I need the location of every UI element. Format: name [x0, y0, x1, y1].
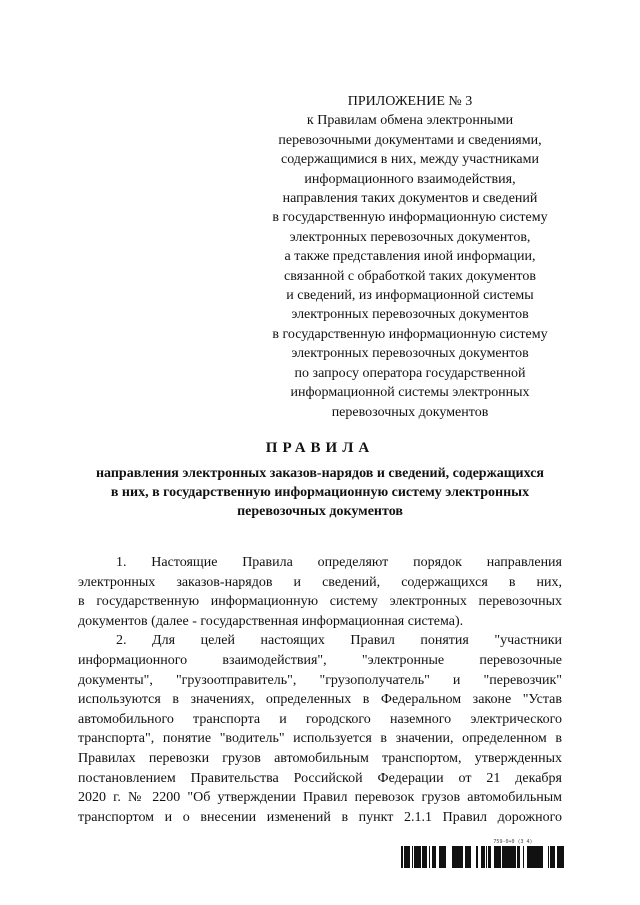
paragraph-2-line: 2. Для целей настоящих Правил понятия "участники [116, 633, 562, 649]
appendix-line: к Правилам обмена электронными [306, 113, 514, 129]
subtitle-line: в них, в государственную информационную систему электронных [110, 485, 530, 500]
appendix-line: электронных перевозочных документов, [289, 229, 531, 245]
appendix-line: и сведений, из информационной системы [286, 288, 534, 304]
appendix-line: информационного взаимодействия, [304, 171, 516, 187]
paragraph-1-line: документов (далее - государственная информационная система). [78, 613, 464, 629]
rules-subtitle [60, 464, 580, 521]
paragraph-1-line: в государственную информационную систему электронных перевозочных [78, 594, 562, 610]
appendix-line: электронных перевозочных документов [291, 346, 529, 362]
body-text [78, 553, 562, 827]
appendix-block [250, 92, 570, 422]
paragraph-2-line: Правилах перевозки грузов автомобильным транспортом, утвержденных [78, 750, 562, 766]
paragraph-2-line: документы", "грузоотправитель", "грузополучатель" и "перевозчик" [78, 672, 562, 688]
appendix-heading: ПРИЛОЖЕНИЕ № 3 [347, 94, 473, 109]
appendix-line: перевозочных документов [331, 404, 489, 420]
paragraph-2-line: постановлением Правительства Российской Федерации от 21 декабря [78, 770, 562, 786]
paragraph-1-line: электронных заказов-нарядов и сведений, содержащихся в них, [78, 574, 562, 590]
appendix-line: а также представления иной информации, [284, 249, 536, 265]
appendix-line: направления таких документов и сведений [282, 191, 538, 207]
paragraph-2-line: информационного взаимодействия", "электронные перевозочные [78, 652, 562, 668]
barcode [400, 846, 564, 868]
paragraph-1-line: 1. Настоящие Правила определяют порядок направления [116, 555, 562, 570]
appendix-line: связанной с обработкой таких документов [284, 268, 536, 284]
appendix-line: электронных перевозочных документов [291, 307, 529, 323]
appendix-line: в государственную информационную систему [272, 210, 548, 226]
paragraph-2-line: автомобильного транспорта и городского наземного электрического [78, 711, 562, 727]
paragraph-2-line: транспортом и о внесении изменений в пункт 2.1.1 Правил дорожного [78, 809, 562, 825]
paragraph-2-line: используются в значениях, определенных в Федеральном законе "Устав [78, 692, 562, 708]
subtitle-line: направления электронных заказов-нарядов и сведений, содержащихся [95, 466, 544, 481]
paragraph-2-line: транспорта", понятие "водитель" используется в значении, определенном в [78, 731, 562, 747]
subtitle-line: перевозочных документов [237, 504, 403, 519]
appendix-line: перевозочными документами и сведениями, [278, 132, 542, 148]
appendix-line: по запросу оператора государственной [294, 365, 526, 381]
rules-title: ПРАВИЛА [265, 440, 375, 456]
appendix-line: в государственную информационную систему [272, 326, 548, 342]
appendix-line: содержащимися в них, между участниками [280, 152, 539, 168]
appendix-line: информационной системы электронных [290, 385, 530, 401]
document-code: 759-0+0 (3 4) [493, 839, 533, 845]
paragraph-2-line: 2020 г. № 2200 "Об утверждении Правил перевозок грузов автомобильным [78, 790, 562, 806]
